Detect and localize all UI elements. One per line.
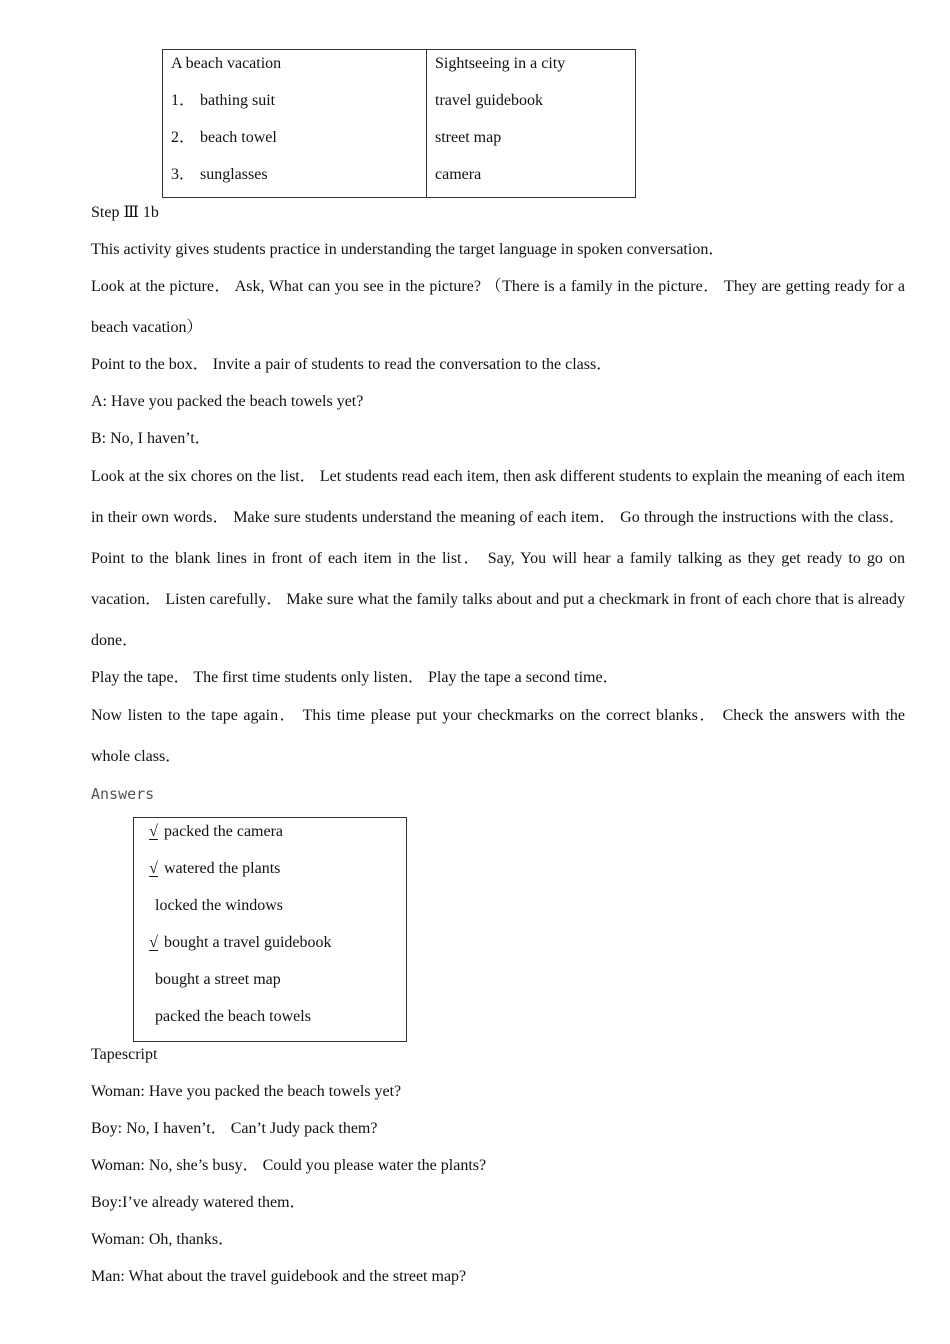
tapescript-line: Man: What about the travel guidebook and the street map?: [91, 1268, 467, 1285]
blank-line: [143, 1003, 155, 1030]
paragraph: Play the tape． The first time students only listen． Play the tape a second time．: [91, 669, 619, 686]
table-row: [163, 161, 636, 198]
table-cell-city: travel guidebook: [427, 87, 636, 124]
item-number: 2．: [171, 129, 196, 146]
tapescript-line: Woman: Oh, thanks．: [91, 1231, 235, 1248]
paragraph: Look at the picture． Ask, What can you see in the picture? （There is a family in the picture． They are getting ready for a beach vacation）: [91, 278, 905, 336]
table-cell-beach: [163, 87, 427, 124]
item-text: bathing suit: [200, 92, 276, 109]
table-header-beach: A beach vacation: [163, 50, 427, 88]
table-header-city: Sightseeing in a city: [427, 50, 636, 88]
table-row: [163, 124, 636, 161]
answer-item: [143, 966, 281, 993]
answer-text: watered the plants: [164, 860, 281, 877]
item-number: 3．: [171, 166, 196, 183]
answer-text: locked the windows: [155, 897, 283, 914]
answer-text: packed the beach towels: [155, 1008, 311, 1025]
checkmark: √: [149, 823, 158, 840]
answer-item: [143, 855, 280, 882]
dialogue-line: A: Have you packed the beach towels yet?: [91, 393, 364, 410]
blank-line: [143, 892, 155, 919]
paragraph: Now listen to the tape again． This time please put your checkmarks on the correct blanks． Check the answers with the whole class．: [91, 707, 905, 765]
item-text: beach towel: [200, 129, 277, 146]
paragraph: Point to the box． Invite a pair of students to read the conversation to the class．: [91, 356, 613, 373]
item-number: 1．: [171, 92, 196, 109]
table-row: [163, 87, 636, 124]
checkmark: √: [149, 934, 158, 951]
table-cell-beach: [163, 161, 427, 198]
answers-box: [133, 817, 407, 1042]
dialogue-line: B: No, I haven’t．: [91, 430, 211, 447]
step-heading: Step Ⅲ 1b: [91, 204, 159, 221]
table-cell-city: camera: [427, 161, 636, 198]
packing-table: [162, 49, 636, 198]
answer-text: bought a travel guidebook: [164, 934, 332, 951]
tapescript-line: Woman: Have you packed the beach towels yet?: [91, 1083, 402, 1100]
checkmark: √: [149, 860, 158, 877]
table-header-row: [163, 50, 636, 88]
tapescript-line: Boy:I’ve already watered them．: [91, 1194, 306, 1211]
paragraph: This activity gives students practice in understanding the target language in spoken conversation．: [91, 241, 725, 258]
answer-item: [143, 929, 332, 956]
item-text: sunglasses: [200, 166, 268, 183]
answer-text: packed the camera: [164, 823, 284, 840]
answer-text: bought a street map: [155, 971, 281, 988]
table-cell-beach: [163, 124, 427, 161]
answer-item: [143, 1003, 311, 1030]
tapescript-line: Woman: No, she’s busy． Could you please water the plants?: [91, 1157, 487, 1174]
answer-item: [143, 892, 283, 919]
answers-label: Answers: [91, 785, 155, 803]
tapescript-line: Boy: No, I haven’t． Can’t Judy pack them?: [91, 1120, 378, 1137]
paragraph: Look at the six chores on the list． Let students read each item, then ask different students to explain the meaning of each item in their own words． Make sure students understand the meaning of each item． Go through the instructions with the class． Point to the blank lines in front of each item in the list． Say, You will hear a family talking as they get ready to go on vacation． Listen carefully． Make sure what the family talks about and put a checkmark in front of each chore that is already done．: [91, 468, 905, 649]
table-cell-city: street map: [427, 124, 636, 161]
tapescript-label: Tapescript: [91, 1046, 158, 1063]
blank-line: [143, 966, 155, 993]
answer-item: [143, 818, 283, 845]
